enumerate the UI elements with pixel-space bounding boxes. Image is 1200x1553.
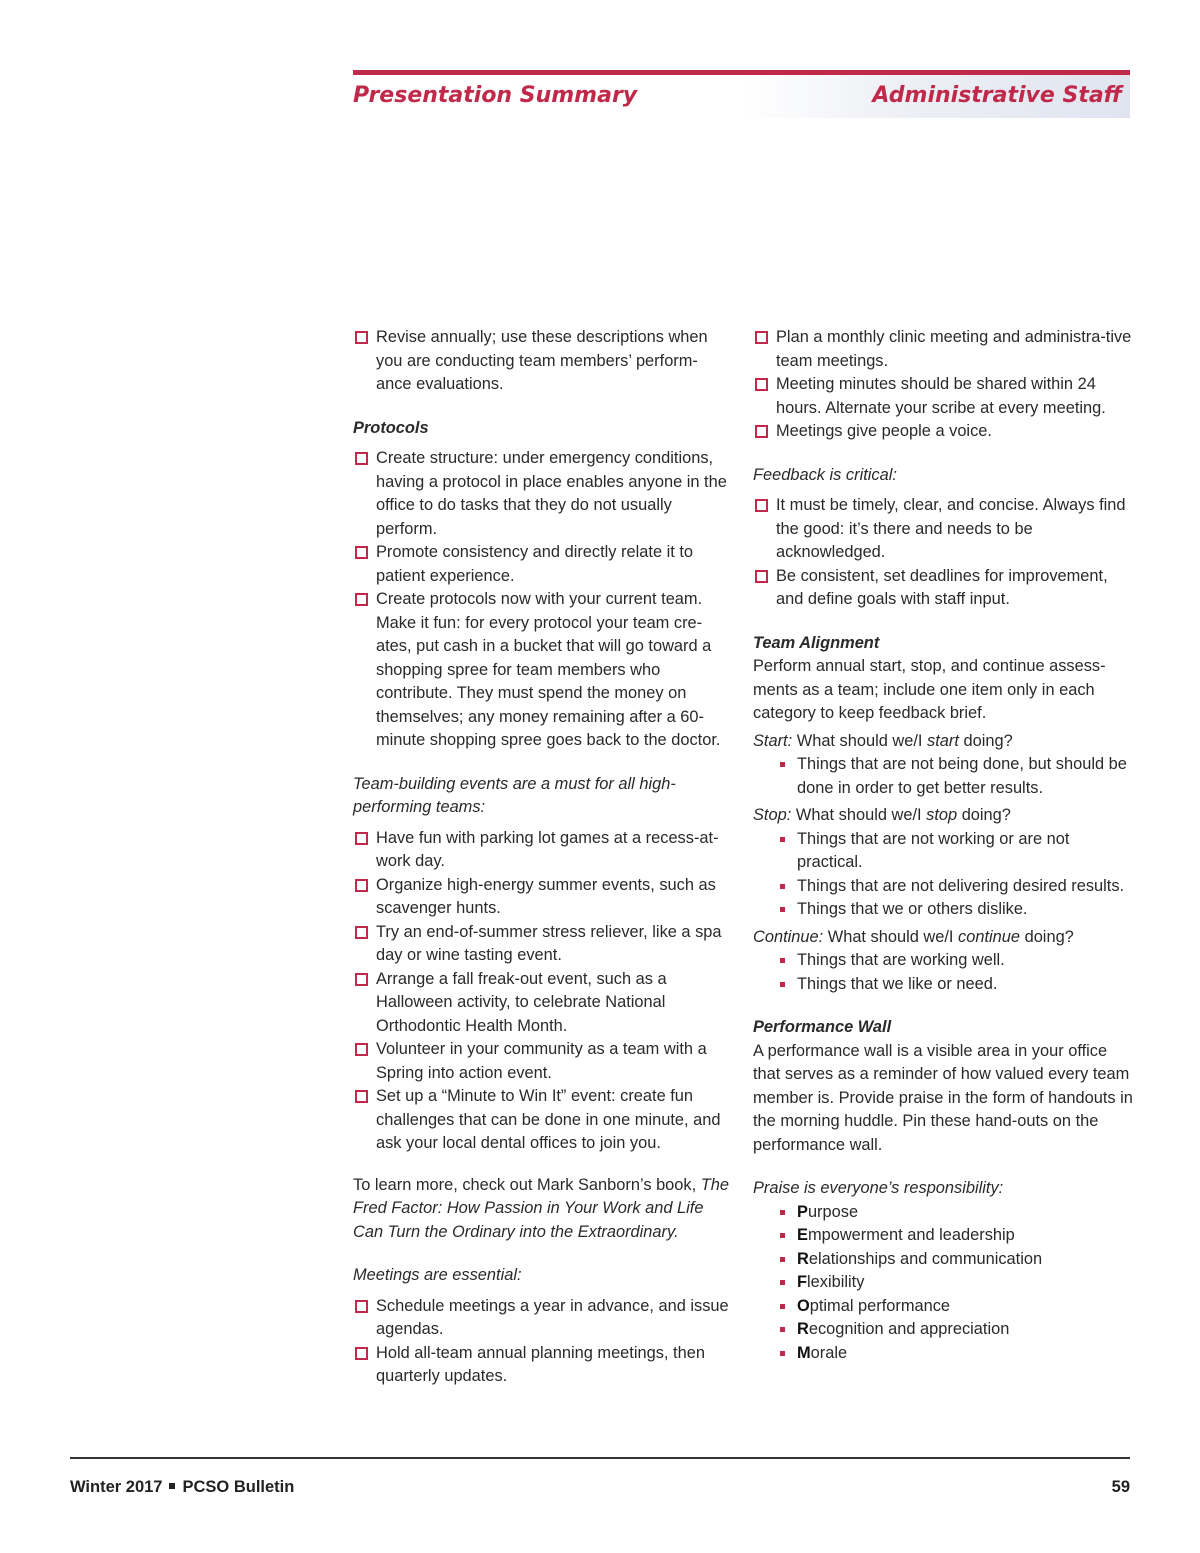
list-item: Create protocols now with your current team. Make it fun: for every protocol your team cre-ates, put cash in a bucket that will go toward a shopping spree for team members who contribute. They must spend the money on themselves; any money remaining after a 60-minute shopping spree goes back to the doctor. (353, 588, 733, 753)
continue-question: Continue: What should we/I continue doing? (753, 927, 1074, 946)
stop-list (778, 828, 1133, 922)
learn-more-text: To learn more, check out Mark Sanborn’s book, (353, 1175, 697, 1194)
checkbox-bullet-icon (355, 879, 368, 892)
footer-divider (70, 1457, 1130, 1459)
checkbox-bullet-icon (755, 570, 768, 583)
protocols-list (353, 447, 733, 753)
checkbox-bullet-icon (355, 1300, 368, 1313)
square-bullet-icon (780, 1304, 785, 1309)
left-column (353, 326, 733, 1389)
list-item: Organize high-energy summer events, such as scavenger hunts. (353, 874, 733, 921)
team-alignment-text: Perform annual start, stop, and continue assess-ments as a team; include one item only in each category to keep feedback brief. (753, 657, 1106, 722)
footer-issue: Winter 2017 (70, 1478, 163, 1496)
checkbox-bullet-icon (755, 331, 768, 344)
checkbox-bullet-icon (355, 1347, 368, 1360)
list-item: Schedule meetings a year in advance, and issue agendas. (353, 1295, 733, 1342)
list-item: Flexibility (778, 1271, 1133, 1295)
header-right-title: Administrative Staff (872, 83, 1122, 108)
list-item: Morale (778, 1342, 1133, 1366)
list-item: Meeting minutes should be shared within 24 hours. Alternate your scribe at every meeting. (753, 373, 1133, 420)
list-item: Purpose (778, 1201, 1133, 1225)
checkbox-bullet-icon (355, 593, 368, 606)
continue-list (778, 949, 1133, 996)
page-header (353, 70, 1130, 118)
footer-issue-info (70, 1478, 294, 1497)
intro-list (353, 326, 733, 397)
list-item: Try an end-of-summer stress reliever, like a spa day or wine tasting event. (353, 921, 733, 968)
list-item: Things that are working well. (778, 949, 1133, 973)
square-bullet-icon (780, 907, 785, 912)
feedback-heading: Feedback is critical: (753, 465, 897, 484)
list-item: Recognition and appreciation (778, 1318, 1133, 1342)
protocols-heading: Protocols (353, 418, 429, 437)
list-item: Things that we or others dislike. (778, 898, 1133, 922)
list-item: Things that are not delivering desired results. (778, 875, 1133, 899)
square-bullet-icon (780, 837, 785, 842)
checkbox-bullet-icon (755, 425, 768, 438)
checkbox-bullet-icon (755, 499, 768, 512)
checkbox-bullet-icon (355, 832, 368, 845)
team-building-list (353, 827, 733, 1156)
team-alignment-heading: Team Alignment (753, 633, 880, 652)
checkbox-bullet-icon (355, 1090, 368, 1103)
checkbox-bullet-icon (355, 1043, 368, 1056)
list-item: Be consistent, set deadlines for improvement, and define goals with staff input. (753, 565, 1133, 612)
list-item: Set up a “Minute to Win It” event: create fun challenges that can be done in one minute, and ask your local dental offices to join you. (353, 1085, 733, 1156)
list-item: Things that are not working or are not practical. (778, 828, 1133, 875)
praise-heading: Praise is everyone’s responsibility: (753, 1179, 1004, 1197)
team-building-heading: Team-building events are a must for all high-performing teams: (353, 774, 676, 816)
square-bullet-icon (780, 1351, 785, 1356)
list-item: Create structure: under emergency conditions, having a protocol in place enables anyone in the office to do tasks that they do not usually perform. (353, 447, 733, 541)
square-bullet-icon (780, 1233, 785, 1238)
list-item: Hold all-team annual planning meetings, then quarterly updates. (353, 1342, 733, 1389)
list-item: Things that we like or need. (778, 973, 1133, 997)
checkbox-bullet-icon (355, 452, 368, 465)
list-item: It must be timely, clear, and concise. Always find the good: it’s there and needs to be acknowledged. (753, 494, 1133, 565)
square-bullet-icon (780, 1257, 785, 1262)
praise-list (778, 1201, 1133, 1366)
checkbox-bullet-icon (355, 926, 368, 939)
checkbox-bullet-icon (355, 973, 368, 986)
square-bullet-icon (780, 958, 785, 963)
list-item: Arrange a fall freak-out event, such as a Halloween activity, to celebrate National Orthodontic Health Month. (353, 968, 733, 1039)
list-item: Relationships and communication (778, 1248, 1133, 1272)
list-item: Volunteer in your community as a team with a Spring into action event. (353, 1038, 733, 1085)
list-item: Empowerment and leadership (778, 1224, 1133, 1248)
square-bullet-icon (780, 982, 785, 987)
list-item: Revise annually; use these descriptions when you are conducting team members’ perform-ance evaluations. (353, 326, 733, 397)
feedback-list (753, 494, 1133, 612)
square-bullet-icon (780, 884, 785, 889)
square-bullet-icon (780, 1280, 785, 1285)
performance-wall-heading: Performance Wall (753, 1018, 892, 1036)
start-list (778, 753, 1133, 800)
list-item: Promote consistency and directly relate it to patient experience. (353, 541, 733, 588)
square-bullet-icon (780, 762, 785, 767)
footer-publication: PCSO Bulletin (182, 1478, 295, 1496)
stop-question: Stop: What should we/I stop doing? (753, 806, 1011, 824)
checkbox-bullet-icon (355, 546, 368, 559)
list-item: Have fun with parking lot games at a recess-at-work day. (353, 827, 733, 874)
square-separator-icon (169, 1483, 175, 1489)
list-item: Plan a monthly clinic meeting and administra-tive team meetings. (753, 326, 1133, 373)
list-item: Meetings give people a voice. (753, 420, 1133, 444)
book-title: The Fred Factor: How Passion in Your Work and Life Can Turn the Ordinary into the Extraordinary. (353, 1175, 729, 1241)
start-question: Start: What should we/I start doing? (753, 731, 1013, 750)
square-bullet-icon (780, 1327, 785, 1332)
checkbox-bullet-icon (355, 331, 368, 344)
right-column (753, 326, 1133, 1365)
page-number: 59 (1111, 1478, 1130, 1496)
meetings-heading: Meetings are essential: (353, 1266, 522, 1284)
performance-wall-text: A performance wall is a visible area in your office that serves as a reminder of how valued every team member is. Provide praise in the form of handouts in the morning huddle. Pin these hand-outs on the performance wall. (753, 1041, 1133, 1154)
square-bullet-icon (780, 1210, 785, 1215)
checkbox-bullet-icon (755, 378, 768, 391)
list-item: Optimal performance (778, 1295, 1133, 1319)
learn-more-paragraph (353, 1174, 733, 1245)
list-item: Things that are not being done, but should be done in order to get better results. (778, 753, 1133, 800)
header-left-title: Presentation Summary (353, 83, 638, 108)
meeting-continued-list (753, 326, 1133, 444)
meetings-list (353, 1295, 733, 1389)
